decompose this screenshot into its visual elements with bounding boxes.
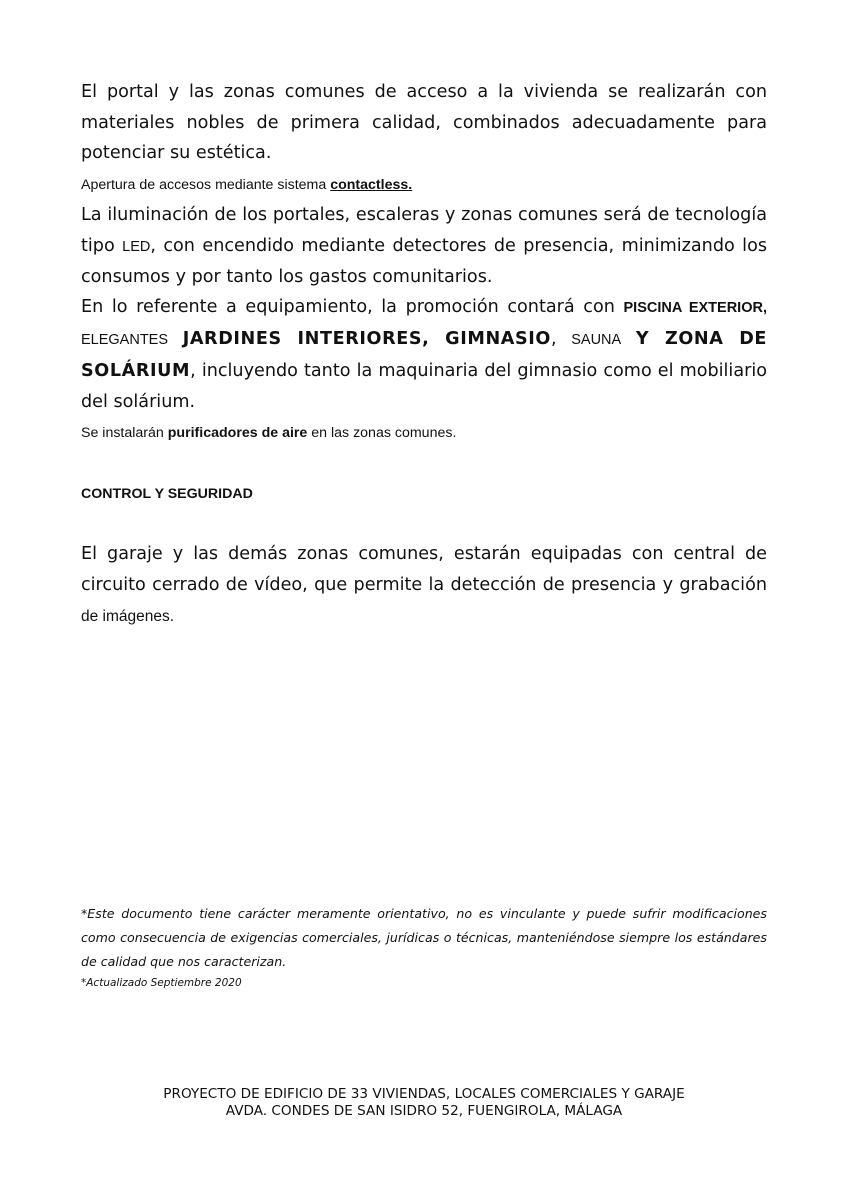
footer-project-line: PROYECTO DE EDIFICIO DE 33 VIVIENDAS, LOCALES COMERCIALES Y GARAJE	[163, 1086, 685, 1102]
equipment-comma: ,	[550, 329, 557, 349]
equipment-text-b: , incluyendo tanto la maquinaria del gimnasio como el mobiliario del solárium.	[81, 361, 767, 412]
security-tail: de imágenes.	[81, 608, 175, 625]
updated-note: *Actualizado Septiembre 2020	[81, 977, 242, 989]
equipment-text-a: En lo referente a equipamiento, la promoción contará con	[81, 297, 624, 317]
jardines-label: JARDINES INTERIORES, GIMNASIO	[182, 329, 551, 349]
paragraph-equipment	[81, 292, 767, 418]
paragraph-security	[81, 539, 767, 632]
sauna-label: SAUNA	[571, 332, 622, 348]
piscina-label: PISCINA EXTERIOR,	[623, 300, 767, 316]
security-text: El garaje y las demás zonas comunes, estarán equipadas con central de circuito cerrado de vídeo, que permite la detección de presencia y grabación	[81, 544, 767, 595]
elegantes-label: ELEGANTES	[81, 332, 169, 348]
footer-address-line: AVDA. CONDES DE SAN ISIDRO 52, FUENGIROLA, MÁLAGA	[225, 1103, 623, 1119]
paragraph-purifiers	[81, 425, 767, 441]
paragraph-access	[81, 177, 767, 193]
disclaimer-note: *Este documento tiene carácter meramente orientativo, no es vinculante y puede sufrir modificaciones como consecuencia de exigencias comerciales, jurídicas o técnicas, manteniéndose siempre los estándares de calidad que nos caracterizan.	[81, 906, 767, 969]
contactless-highlight: contactless.	[330, 177, 413, 193]
purifiers-prefix: Se instalarán	[81, 425, 168, 441]
lighting-text-a: La iluminación de los portales, escaleras y zonas comunes será de tecnología tipo	[81, 205, 767, 256]
purifiers-highlight: purificadores de aire	[167, 425, 308, 441]
section-heading-control: CONTROL Y SEGURIDAD	[81, 486, 253, 502]
zona-solarium-label: Y ZONA DE SOLÁRIUM	[81, 329, 768, 381]
purifiers-suffix: en las zonas comunes.	[307, 425, 457, 441]
access-text: Apertura de accesos mediante sistema	[81, 177, 331, 193]
document-footer	[0, 1086, 848, 1120]
paragraph-lighting	[81, 200, 767, 293]
lighting-text-b: , con encendido mediante detectores de presencia, minimizando los consumos y por tanto los gastos comunitarios.	[81, 235, 767, 287]
led-label: LED	[122, 238, 151, 255]
paragraph-portal: El portal y las zonas comunes de acceso a la vivienda se realizarán con materiales nobles de primera calidad, combinados adecuadamente para potenciar su estética.	[81, 82, 767, 163]
